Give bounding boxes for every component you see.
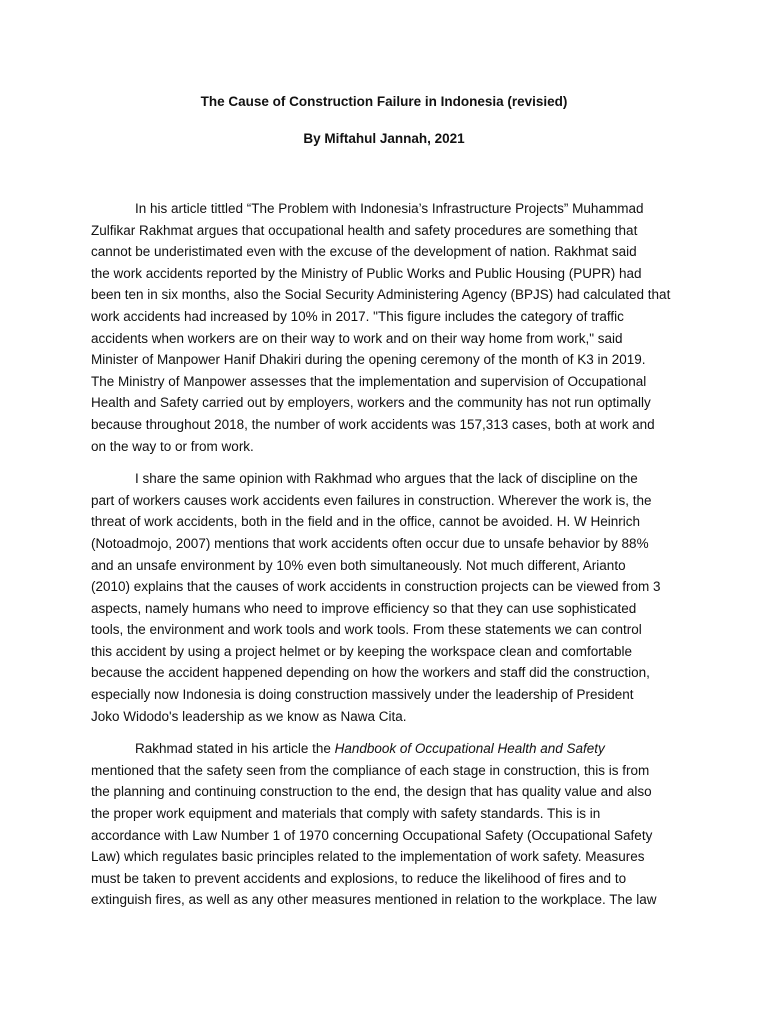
- document-title: The Cause of Construction Failure in Indonesia (revisied): [200, 94, 568, 109]
- text-line: tools, the environment and work tools and work tools. From these statements we can control: [91, 622, 642, 638]
- text-line: extinguish fires, as well as any other measures mentioned in relation to the workplace. The law: [91, 892, 657, 908]
- text-line: accidents when workers are on their way to work and on their way home from work," said: [91, 330, 623, 346]
- text-line: must be taken to prevent accidents and explosions, to reduce the likelihood of fires and to: [91, 870, 627, 886]
- text-line: mentioned that the safety seen from the compliance of each stage in construction, this is from: [91, 762, 650, 778]
- text-line: this accident by using a project helmet or by keeping the workspace clean and comfortable: [91, 643, 633, 659]
- paragraph-3: [91, 738, 681, 911]
- text-line: In his article tittled “The Problem with Indonesia’s Infrastructure Projects” Muhammad: [135, 201, 644, 216]
- text-line: because throughout 2018, the number of work accidents was 157,313 cases, both at work and: [91, 416, 655, 432]
- text-line: cannot be underistimated even with the excuse of the development of nation. Rakhmat said: [91, 244, 637, 260]
- text-line: been ten in six months, also the Social Security Administering Agency (BPJS) had calculated that: [91, 287, 671, 303]
- text-line: aspects, namely humans who need to improve efficiency so that they can use sophisticated: [91, 600, 637, 616]
- text-line: accordance with Law Number 1 of 1970 concerning Occupational Safety (Occupational Safety: [91, 827, 653, 843]
- text-line: especially now Indonesia is doing construction massively under the leadership of President: [91, 687, 634, 703]
- text-line: [91, 738, 681, 760]
- text-line: I share the same opinion with Rakhmad who argues that the lack of discipline on the: [135, 471, 638, 487]
- text-line: (Notoadmojo, 2007) mentions that work accidents often occur due to unsafe behavior by 88%: [91, 535, 649, 551]
- text-line: The Ministry of Manpower assesses that the implementation and supervision of Occupational: [91, 373, 647, 389]
- text-line: (2010) explains that the causes of work accidents in construction projects can be viewed from 3: [91, 579, 661, 595]
- text-line: part of workers causes work accidents even failures in construction. Wherever the work is, the: [91, 492, 652, 508]
- text-line: because the accident happened depending on how the workers and staff did the construction,: [91, 665, 650, 681]
- text-line: the work accidents reported by the Ministry of Public Works and Public Housing (PUPR) had: [91, 265, 642, 281]
- document-body: [91, 198, 681, 922]
- text-line: on the way to or from work.: [91, 438, 254, 454]
- text-line: the proper work equipment and materials that comply with safety standards. This is in: [91, 806, 601, 822]
- text-line: Joko Widodo's leadership as we know as Nawa Cita.: [91, 708, 407, 724]
- text-line: Health and Safety carried out by employers, workers and the community has not run optimally: [91, 395, 651, 411]
- text-line: threat of work accidents, both in the field and in the office, cannot be avoided. H. W Heinrich: [91, 514, 641, 530]
- text-line: Minister of Manpower Hanif Dhakiri during the opening ceremony of the month of K3 in 2019.: [91, 352, 646, 368]
- text-line: Zulfikar Rakhmat argues that occupational health and safety procedures are something that: [91, 222, 638, 238]
- text-line: Law) which regulates basic principles related to the implementation of work safety. Measures: [91, 849, 645, 865]
- text-line: work accidents had increased by 10% in 2017. "This figure includes the category of traffic: [91, 308, 624, 324]
- document-byline: By Miftahul Jannah, 2021: [303, 131, 465, 146]
- text-line: and an unsafe environment by 10% even both simultaneously. Not much different, Arianto: [91, 557, 626, 573]
- text-line: the planning and continuing construction to the end, the design that has quality value and also: [91, 784, 652, 800]
- paragraph-2: [91, 468, 681, 727]
- text-span: Rakhmad stated in his article the: [135, 741, 335, 757]
- paragraph-1: [91, 198, 681, 457]
- book-title-italic: Handbook of Occupational Health and Safety: [334, 741, 605, 757]
